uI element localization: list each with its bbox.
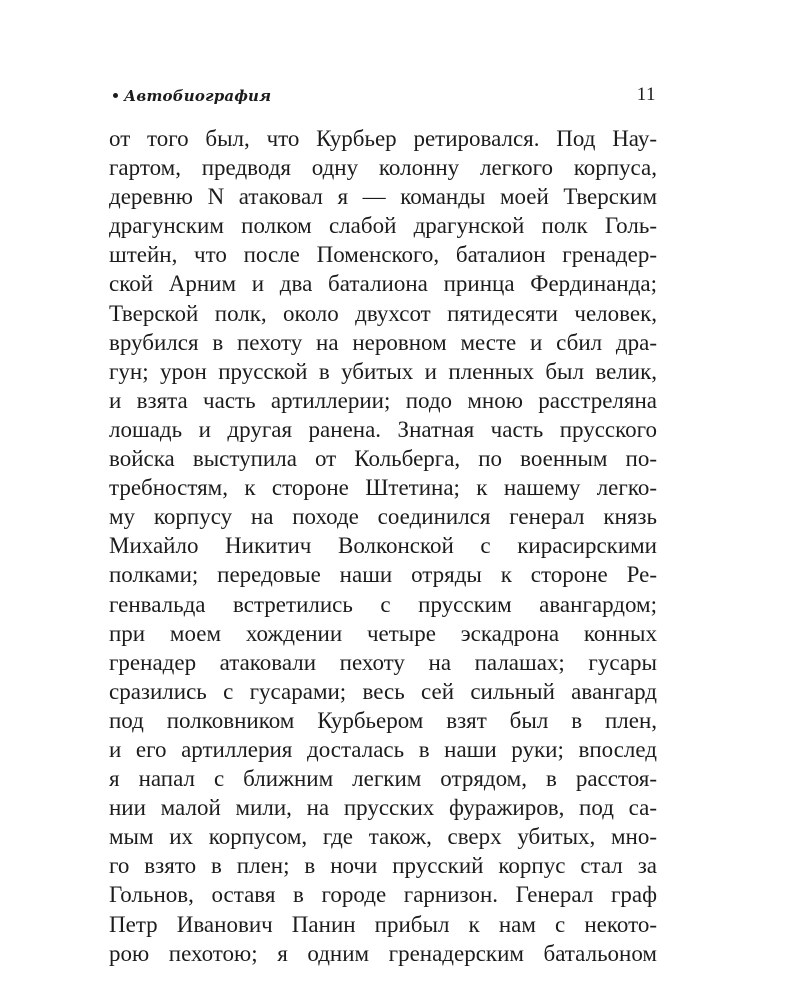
text-line: Тверской полк, около двухсот пятидесяти человек, [109,300,657,326]
text-line: врубился в пехоту на неровном месте и сбил дра- [109,329,657,355]
text-line: гартом, предводя одну колонну легкого корпуса, [109,155,657,181]
text-line: мым их корпусом, где також, сверх убитых, мно- [109,824,657,850]
text-line: лошадь и другая ранена. Знатная часть прусского [109,416,657,442]
text-line: драгунским полком слабой драгунской полк Голь- [109,213,657,239]
page-number: 11 [636,84,656,105]
text-line: штейн, что после Поменского, баталион гренадер- [109,242,657,268]
text-line: при моем хождении четыре эскадрона конных [109,620,657,646]
text-line: полками; передовые наши отряды к стороне Ре- [109,562,657,588]
text-line: рою пехотою; я одним гренадерским батальоном [109,940,657,966]
section-title [113,87,271,105]
section-title-text: Автобиография [124,87,272,105]
text-line: и его артиллерия досталась в наши руки; впослед [109,736,657,762]
text-line: го взято в плен; в ночи прусский корпус стал за [109,853,657,879]
text-line: нии малой мили, на прусских фуражиров, под са- [109,795,657,821]
text-line: Гольнов, оставя в городе гарнизон. Генерал граф [109,882,657,908]
text-line: я напал с ближним легким отрядом, в расстоя- [109,766,657,792]
text-line: му корпусу на походе соединился генерал князь [109,504,657,530]
text-line: гун; урон прусской в убитых и пленных был велик, [109,358,657,384]
text-line: ской Арним и два баталиона принца Фердинанда; [109,271,657,297]
text-line: под полковником Курбьером взят был в плен, [109,707,657,733]
text-line: и взята часть артиллерии; подо мною расстреляна [109,387,657,413]
text-line: войска выступила от Кольберга, по военным по- [109,446,657,472]
bullet-icon [113,93,118,98]
text-line: деревню N атаковал я — команды моей Тверским [109,184,657,210]
text-line: Михайло Никитич Волконской с кирасирскими [109,533,657,559]
text-line: сразились с гусарами; весь сей сильный авангард [109,678,657,704]
body-text [109,124,657,968]
text-line: гренадер атаковали пехоту на палашах; гусары [109,649,657,675]
text-line: от того был, что Курбьер ретировался. Под Нау- [109,126,657,151]
text-line: требностям, к стороне Штетина; к нашему легко- [109,475,657,501]
text-line: Петр Иванович Панин прибыл к нам с некото- [109,911,657,937]
text-line: генвальда встретились с прусским авангардом; [109,591,657,617]
running-header [113,84,656,112]
